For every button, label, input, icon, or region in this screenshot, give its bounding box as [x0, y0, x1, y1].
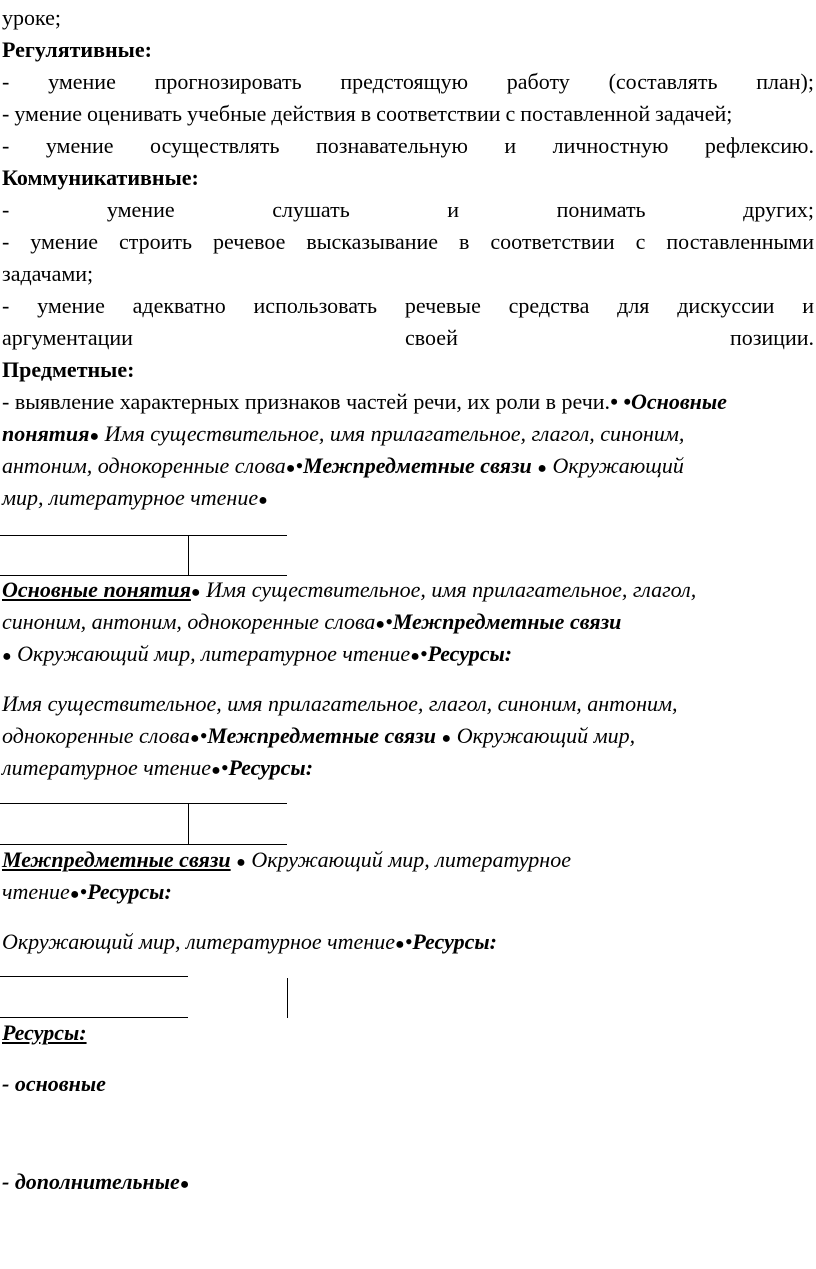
subject-concepts-line-2: антоним, однокоренные слова●•Межпредметные связи ● Окружающий — [2, 453, 684, 478]
resources-additional: - дополнительные● — [2, 1169, 190, 1194]
bullet-icon: ● — [258, 492, 268, 509]
table-rule — [0, 844, 287, 845]
bullet-icon: ● — [179, 1176, 190, 1193]
communicative-heading: Коммуникативные: — [2, 165, 199, 190]
bullet-icon: ● — [285, 460, 296, 477]
subject-item-1: - выявление характерных признаков частей речи, их роли в речи.• •Основные — [2, 389, 727, 414]
bullet-icon: • — [419, 641, 428, 666]
bullet-icon: • — [404, 929, 413, 954]
block3-interdisc: Межпредметные связи — [207, 723, 437, 748]
block2-line-3: ● Окружающий мир, литературное чтение●•Ресурсы: — [2, 641, 513, 666]
communicative-item-2-line-2: задачами; — [2, 261, 94, 286]
block4-line-1: Межпредметные связи ● Окружающий мир, литературное — [2, 847, 571, 872]
bullet-icon: • — [79, 879, 88, 904]
block3-line-2: однокоренные слова●•Межпредметные связи ● Окружающий мир, — [2, 723, 636, 748]
regulative-item-1: - умение прогнозировать предстоящую работу (составлять план); — [2, 69, 814, 94]
communicative-item-1: - умение слушать и понимать других; — [2, 197, 814, 222]
communicative-item-3-line-2: аргументации своей позиции. — [2, 325, 814, 350]
bullet-icon: ● — [2, 648, 12, 665]
table-divider — [188, 803, 189, 844]
block5-resources: Ресурсы: — [412, 929, 497, 954]
bullet-icon: • — [199, 723, 208, 748]
block2-interdisc: Межпредметные связи — [392, 609, 622, 634]
communicative-item-2-line-1: - умение строить речевое высказывание в соответствии с поставленными — [2, 229, 814, 254]
bullet-icon: ● — [236, 854, 246, 871]
block3-resources: Ресурсы: — [228, 755, 314, 780]
bullet-icon: • • — [610, 389, 631, 414]
bullet-icon: ● — [441, 730, 452, 747]
bullet-icon: • — [295, 453, 304, 478]
table-rule — [0, 1017, 188, 1018]
table-rule — [0, 803, 287, 804]
block5-line-1: Окружающий мир, литературное чтение●•Ресурсы: — [2, 929, 497, 954]
bullet-icon: ● — [410, 648, 420, 665]
bullet-icon: ● — [395, 936, 405, 953]
subject-concepts-line-1: понятия● Имя существительное, имя прилагательное, глагол, синоним, — [2, 421, 685, 446]
table-rule — [0, 535, 287, 536]
regulative-item-2: - умение оценивать учебные действия в соответствии с поставленной задачей; — [2, 101, 733, 126]
resources-heading: Ресурсы: — [2, 1020, 87, 1045]
block2-label: Основные понятия — [2, 577, 191, 602]
bullet-icon: ● — [89, 428, 100, 445]
bullet-icon: ● — [190, 584, 201, 601]
block2-line-2: синоним, антоним, однокоренные слова●•Межпредметные связи — [2, 609, 622, 634]
bullet-icon: ● — [375, 616, 386, 633]
block2-resources: Ресурсы: — [427, 641, 513, 666]
block4-resources: Ресурсы: — [87, 879, 172, 904]
block3-line-3: литературное чтение●•Ресурсы: — [2, 755, 314, 780]
block3-line-1: Имя существительное, имя прилагательное, глагол, синоним, антоним, — [2, 691, 678, 716]
interdisc-label: Межпредметные связи — [303, 453, 532, 478]
bullet-icon: ● — [211, 762, 221, 779]
block4-label: Межпредметные связи — [2, 847, 231, 872]
regulative-item-3: - умение осуществлять познавательную и личностную рефлексию. — [2, 133, 814, 158]
basic-concepts-label-2: понятия — [2, 421, 90, 446]
communicative-item-3-line-1: - умение адекватно использовать речевые средства для дискуссии и — [2, 293, 814, 318]
bullet-icon: ● — [69, 886, 80, 903]
resources-main: - основные — [2, 1071, 106, 1096]
table-divider — [287, 978, 288, 1018]
bullet-icon: • — [220, 755, 229, 780]
subject-concepts-line-3: мир, литературное чтение● — [2, 485, 268, 510]
bullet-icon: ● — [537, 460, 547, 477]
table-divider — [188, 535, 189, 575]
intro-line: уроке; — [2, 5, 62, 30]
regulative-heading: Регулятивные: — [2, 37, 152, 62]
block2-line-1: Основные понятия● Имя существительное, имя прилагательное, глагол, — [2, 577, 697, 602]
block4-line-2: чтение●•Ресурсы: — [2, 879, 172, 904]
subject-heading: Предметные: — [2, 357, 135, 382]
bullet-icon: • — [385, 609, 393, 634]
basic-concepts-label: Основные — [630, 389, 727, 414]
bullet-icon: ● — [190, 730, 200, 747]
table-rule — [0, 976, 188, 977]
